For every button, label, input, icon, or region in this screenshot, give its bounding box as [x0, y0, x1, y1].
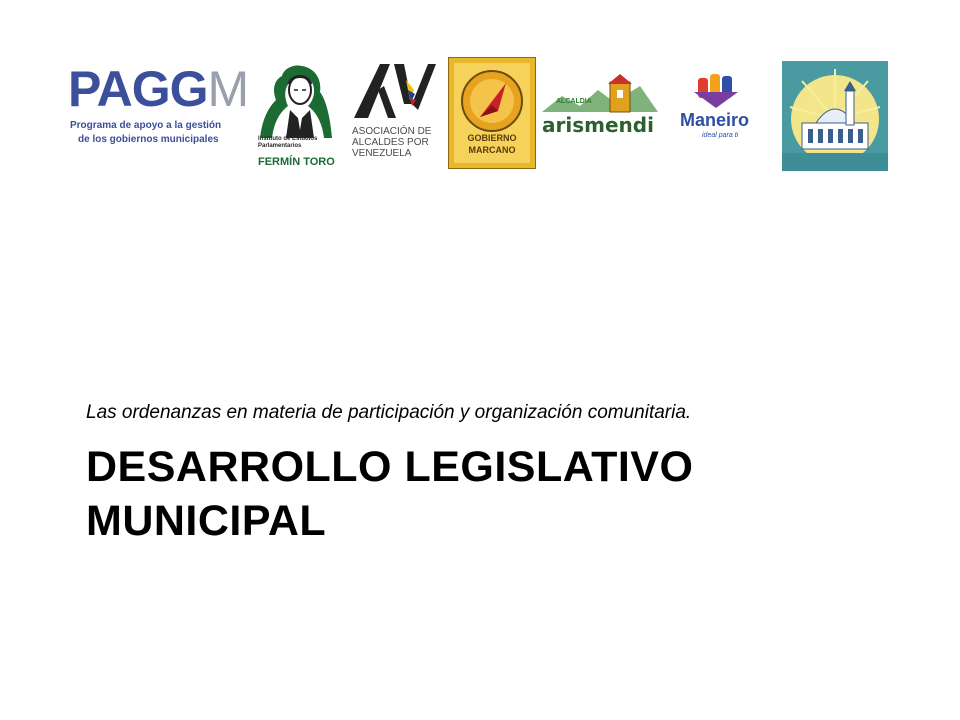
maneiro-wordmark: Maneiro — [680, 110, 750, 130]
av-text-line-1: ASOCIACIÓN DE — [352, 126, 432, 137]
slide-title-line-1: DESARROLLO LEGISLATIVO — [86, 443, 694, 491]
av-mark-icon — [350, 60, 436, 122]
maneiro-logo — [676, 72, 760, 152]
paggm-logo — [64, 61, 249, 154]
fermin-toro-logo — [254, 60, 338, 172]
arismendi-landscape-icon — [540, 72, 660, 116]
av-text-line-2: ALCALDES POR — [352, 137, 429, 148]
arismendi-wordmark: arismendi — [542, 113, 654, 137]
maneiro-hands-icon — [676, 72, 760, 112]
slide-subtitle: Las ordenanzas en materia de participación y organización comunitaria. — [86, 402, 692, 423]
paggm-wordmark — [68, 61, 249, 117]
maneiro-tagline: ideal para ti — [702, 132, 739, 139]
av-text-block — [352, 126, 431, 159]
building-crest-icon — [782, 61, 888, 171]
logo-row — [0, 0, 960, 200]
slide-title-line-2: MUNICIPAL — [86, 497, 327, 545]
marcano-emblem-icon — [448, 57, 536, 169]
paggm-word-tail: M — [207, 61, 249, 117]
asociacion-alcaldes-logo — [350, 60, 436, 172]
gobierno-marcano-logo — [448, 57, 536, 169]
building-crest-logo — [782, 61, 888, 171]
slide-title — [86, 440, 906, 548]
alcaldia-arismendi-logo — [540, 72, 660, 152]
paggm-tagline-2: de los gobiernos municipales — [78, 134, 219, 145]
fermin-toro-name: FERMÍN TORO — [258, 156, 335, 168]
arismendi-alcaldia-label: ALCALDIA — [556, 98, 592, 105]
paggm-word-main: PAGG — [68, 61, 208, 117]
fermin-toro-institution: Instituto de Estudios Parlamentarios — [258, 136, 318, 149]
paggm-tagline-1: Programa de apoyo a la gestión — [70, 120, 222, 131]
marcano-line-2: MARCANO — [468, 145, 516, 155]
marcano-line-1: GOBIERNO — [467, 133, 517, 143]
fermin-toro-portrait-icon — [254, 60, 338, 140]
av-text-line-3: VENEZUELA — [352, 148, 412, 159]
